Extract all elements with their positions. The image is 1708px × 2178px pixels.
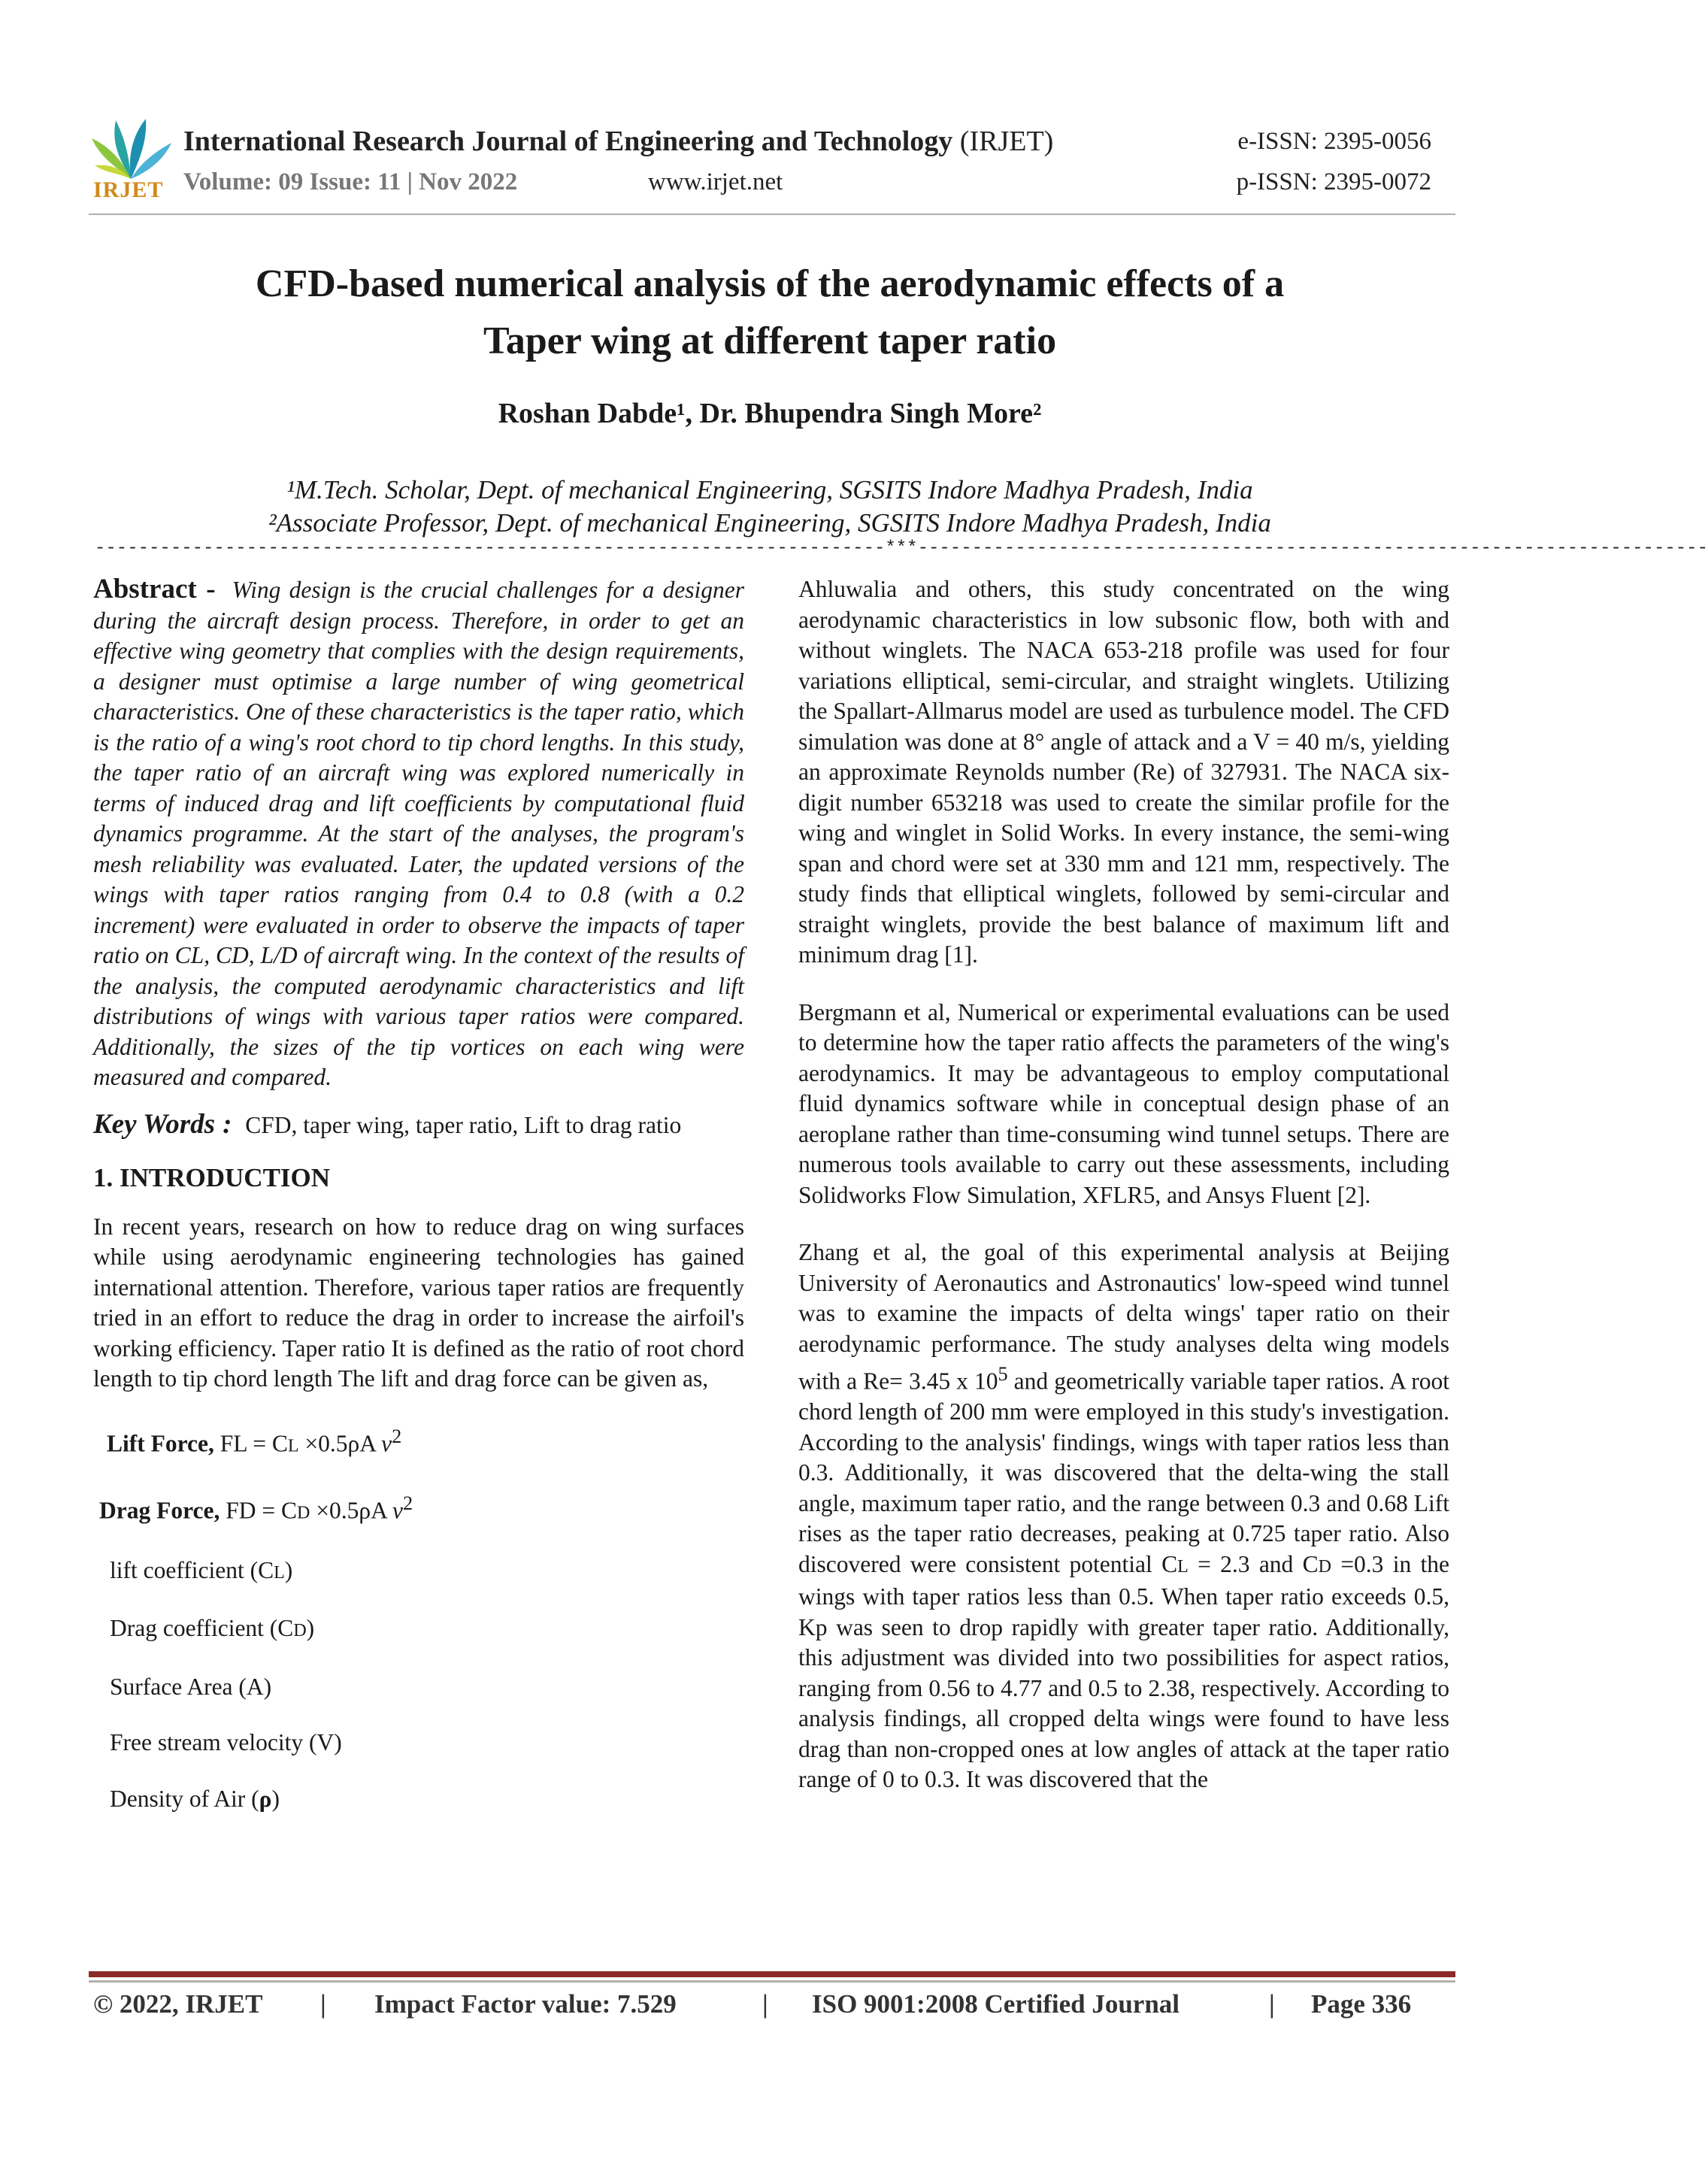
volume-issue: Volume: 09 Issue: 11 | Nov 2022 [183, 168, 518, 195]
irjet-logo [89, 113, 173, 201]
header-divider [89, 214, 1455, 215]
pissn: p-ISSN: 2395-0072 [1236, 168, 1431, 195]
lift-force-equation: Lift Force, FL = CL ×0.5ρA $v^2$ [107, 1425, 402, 1456]
footer-separator: | [762, 1989, 768, 2019]
footer-divider-thin [89, 1980, 1455, 1983]
keywords: Key Words : CFD, taper wing, taper ratio, Lift to drag ratio [93, 1108, 682, 1140]
eissn: e-ISSN: 2395-0056 [1237, 128, 1431, 155]
left-column [93, 574, 744, 1814]
affiliation-1: ¹M.Tech. Scholar, Dept. of mechanical Engineering, SGSITS Indore Madhya Pradesh, India [286, 475, 1253, 504]
abstract-heading: Abstract - [93, 574, 216, 604]
footer-page-number: Page 336 [1311, 1989, 1412, 2019]
logo-wordmark: IRJET [93, 177, 164, 202]
drag-force-equation: Drag Force, FD = CD ×0.5ρA $v^2$ [99, 1492, 413, 1523]
section-separator: -------------------------------------------------------------------------***------------------------------------------------------------------------- [95, 538, 1708, 559]
paragraph-ahluwalia: Ahluwalia and others, this study concentrated on the wing aerodynamic characteristics in low subsonic flow, both with and without winglets. The NACA 653-218 profile was used for four variations elliptical, semi-circular, and straight winglets. Utilizing the Spallart-Allmarus model are used as turbulence model. The CFD simulation was done at 8° angle of attack and a V = 40 m/s, yielding an approximate Reynolds number (Re) of 327931. The NACA six-digit number 653218 was used to create the similar profile for the wing and winglet in Solid Works. In every instance, the semi-wing span and chord were set at 330 mm and 121 mm, respectively. The study finds that elliptical winglets, followed by semi-circular and straight winglets, provide the best balance of maximum lift and minimum drag [1]. [798, 576, 1449, 968]
paragraph-bergmann: Bergmann et al, Numerical or experimental evaluations can be used to determine how the taper ratio affects the parameters of the wing's aerodynamics. It may be advantageous to employ computational fluid dynamics software while in conceptual design phase of an aeroplane rather than time-consuming wind tunnel setups. There are numerous tools available to carry out these assessments, including Solidworks Flow Simulation, XFLR5, and Ansys Fluent [2]. [798, 998, 1449, 1208]
keywords-heading: Key Words [93, 1108, 216, 1140]
footer-separator: | [1269, 1989, 1275, 2019]
paper-title [90, 256, 1449, 370]
def-free-stream-velocity: Free stream velocity (V) [110, 1729, 342, 1755]
footer-separator: | [320, 1989, 326, 2019]
title-line-1: CFD-based numerical analysis of the aerodynamic effects of a [255, 262, 1285, 305]
title-line-2: Taper wing at different taper ratio [483, 320, 1057, 362]
footer-divider-thick [89, 1971, 1455, 1977]
def-surface-area: Surface Area (A) [110, 1673, 272, 1700]
keywords-text: CFD, taper wing, taper ratio, Lift to drag ratio [245, 1111, 682, 1138]
paragraph-zhang: Zhang et al, the goal of this experimental analysis at Beijing University of Aeronautics and Astronautics' low-speed wind tunnel was to examine the impacts of delta wings' taper ratio on their aerodynamic performance. The study analyses delta wing models with a Re= 3.45 x $10^5$ and geometrically variable taper ratios. A root chord length of 200 mm were employed in this study's investigation. According to the analysis' findings, wings with taper ratios less than 0.3. Additionally, it was discovered that the delta-wing the stall angle, maximum taper ratio, and the range between 0.3 and 0.68 Lift rises as the taper ratio decreases, peaking at 0.725 taper ratio. Also discovered were consistent potential CL = 2.3 and CD =0.3 in the wings with taper ratios less than 0.5. When taper ratio exceeds 0.5, Kp was seen to drop rapidly with greater taper ratio. Additionally, this adjustment was divided into two possibilities for aspect ratios, ranging from 0.56 to 4.77 and 0.5 to 2.38, respectively. According to analysis findings, all cropped delta wings were found to have less drag than non-cropped ones at low angles of attack at the taper ratio range of 0 to 0.3. It was discovered that the [798, 1239, 1450, 1792]
journal-website[interactable]: www.irjet.net [648, 168, 783, 195]
footer-copyright: © 2022, IRJET [93, 1989, 263, 2019]
intro-paragraph: In recent years, research on how to reduce drag on wing surfaces while using aerodynamic engineering technologies has gained international attention. Therefore, various taper ratios are frequently tried in an effort to reduce the drag in order to increase the airfoil's working efficiency. Taper ratio It is defined as the ratio of root chord length to tip chord length The lift and drag force can be given as, [93, 1213, 744, 1392]
abstract-text: Wing design is the crucial challenges for a designer during the aircraft design process. Therefore, in order to get an effective wing geometry that complies with the design requirements, a designer must optimise a large number of wing geometrical characteristics. One of these characteristics is the taper ratio, which is the ratio of a wing's root chord to tip chord lengths. In this study, the taper ratio of an aircraft wing was explored numerically in terms of induced drag and lift coefficients by computational fluid dynamics programme. At the start of the analyses, the program's mesh reliability was evaluated. Later, the updated versions of the wings with taper ratios ranging from 0.4 to 0.8 (with a 0.2 increment) were evaluated in order to observe the impacts of taper ratio on CL, CD, L/D of aircraft wing. In the context of the results of the analysis, the computed aerodynamic characteristics and lift distributions of wings with various taper ratios were compared. Additionally, the sizes of the tip vortices on each wing were measured and compared. [93, 577, 744, 1090]
footer-impact-factor: Impact Factor value: 7.529 [374, 1989, 677, 2019]
intro-heading: 1. INTRODUCTION [93, 1163, 331, 1192]
def-lift-coefficient: lift coefficient (CL) [110, 1556, 293, 1583]
right-column [798, 574, 1449, 1795]
authors: Roshan Dabde¹, Dr. Bhupendra Singh More² [498, 398, 1042, 429]
leaf-logo-icon [89, 113, 173, 182]
def-drag-coefficient: Drag coefficient (CD) [110, 1615, 315, 1641]
journal-name: International Research Journal of Engineering and Technology (IRJET) [183, 126, 1054, 157]
affiliation-2: ²Associate Professor, Dept. of mechanical Engineering, SGSITS Indore Madhya Pradesh, India [268, 508, 1271, 538]
def-air-density: Density of Air (ρ) [110, 1785, 280, 1812]
footer-iso: ISO 9001:2008 Certified Journal [812, 1989, 1180, 2019]
abstract [93, 574, 744, 1093]
